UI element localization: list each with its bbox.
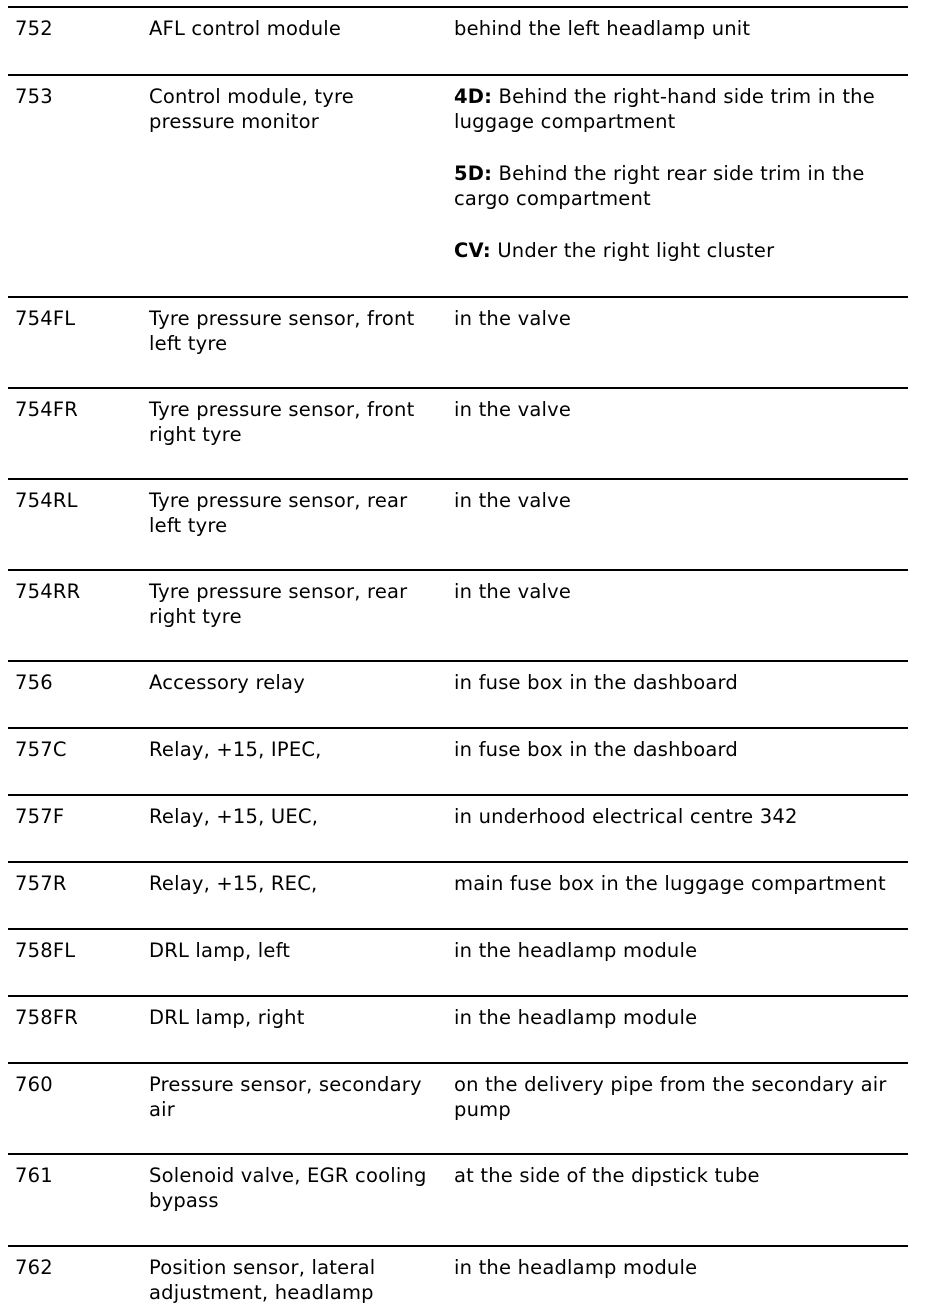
- component-description: DRL lamp, right: [149, 1006, 305, 1029]
- component-location: in fuse box in the dashboard: [454, 738, 738, 761]
- component-code: 761: [15, 1164, 53, 1187]
- table-row: [8, 1153, 908, 1245]
- component-description: Tyre pressure sensor, front left tyre: [149, 307, 415, 355]
- component-code: 762: [15, 1256, 53, 1279]
- component-description: Tyre pressure sensor, rear right tyre: [149, 580, 408, 628]
- component-description: Accessory relay: [149, 671, 305, 694]
- component-location: main fuse box in the luggage compartment: [454, 872, 886, 895]
- component-location: at the side of the dipstick tube: [454, 1164, 760, 1187]
- component-description: Relay, +15, UEC,: [149, 805, 319, 828]
- variant-label: CV:: [454, 239, 491, 262]
- variant-label: 4D:: [454, 85, 493, 108]
- component-code: 754FL: [15, 307, 76, 330]
- component-description: Solenoid valve, EGR cooling bypass: [149, 1164, 427, 1212]
- table-row: [8, 6, 908, 74]
- component-location-table: [8, 6, 908, 1307]
- component-code: 754RR: [15, 580, 81, 603]
- component-location: in the valve: [454, 489, 572, 512]
- component-description: Position sensor, lateral adjustment, headlamp: [149, 1256, 376, 1304]
- component-description: Relay, +15, REC,: [149, 872, 318, 895]
- component-code: 754FR: [15, 398, 78, 421]
- location-variant: [454, 161, 904, 211]
- component-location: in the valve: [454, 398, 572, 421]
- table-row: [8, 928, 908, 995]
- component-description: Tyre pressure sensor, rear left tyre: [149, 489, 408, 537]
- table-row: [8, 296, 908, 387]
- component-location: on the delivery pipe from the secondary air pump: [454, 1073, 887, 1121]
- table-row: [8, 387, 908, 478]
- table-row: [8, 660, 908, 727]
- component-location: in the valve: [454, 307, 572, 330]
- component-location: in the headlamp module: [454, 1006, 698, 1029]
- component-location: in fuse box in the dashboard: [454, 671, 738, 694]
- location-variant: [454, 238, 904, 263]
- table-row: [8, 727, 908, 794]
- variant-label: 5D:: [454, 162, 493, 185]
- variant-text: Behind the right-hand side trim in the luggage compartment: [454, 85, 875, 133]
- variant-text: Behind the right rear side trim in the cargo compartment: [454, 162, 865, 210]
- table-row: [8, 995, 908, 1062]
- component-description: Pressure sensor, secondary air: [149, 1073, 422, 1121]
- component-location: in the valve: [454, 580, 572, 603]
- component-code: 756: [15, 671, 53, 694]
- component-location: in the headlamp module: [454, 1256, 698, 1279]
- component-description: AFL control module: [149, 17, 342, 40]
- component-code: 753: [15, 85, 53, 108]
- component-code: 758FL: [15, 939, 76, 962]
- table-row: [8, 861, 908, 928]
- component-location: in underhood electrical centre 342: [454, 805, 798, 828]
- component-location: behind the left headlamp unit: [454, 17, 751, 40]
- component-location: [454, 84, 904, 263]
- component-description: DRL lamp, left: [149, 939, 291, 962]
- component-description: Tyre pressure sensor, front right tyre: [149, 398, 415, 446]
- table-row: [8, 569, 908, 660]
- variant-text: Under the right light cluster: [490, 239, 775, 262]
- component-code: 760: [15, 1073, 53, 1096]
- table-row: [8, 478, 908, 569]
- component-code: 757R: [15, 872, 67, 895]
- table-row: [8, 1062, 908, 1153]
- table-row: [8, 794, 908, 861]
- component-description: Control module, tyre pressure monitor: [149, 85, 354, 133]
- component-description: Relay, +15, IPEC,: [149, 738, 322, 761]
- component-location: in the headlamp module: [454, 939, 698, 962]
- component-code: 754RL: [15, 489, 78, 512]
- location-variant: [454, 84, 904, 134]
- component-code: 758FR: [15, 1006, 78, 1029]
- component-code: 757F: [15, 805, 65, 828]
- component-code: 757C: [15, 738, 67, 761]
- table-row: [8, 74, 908, 296]
- component-code: 752: [15, 17, 53, 40]
- table-row: [8, 1245, 908, 1307]
